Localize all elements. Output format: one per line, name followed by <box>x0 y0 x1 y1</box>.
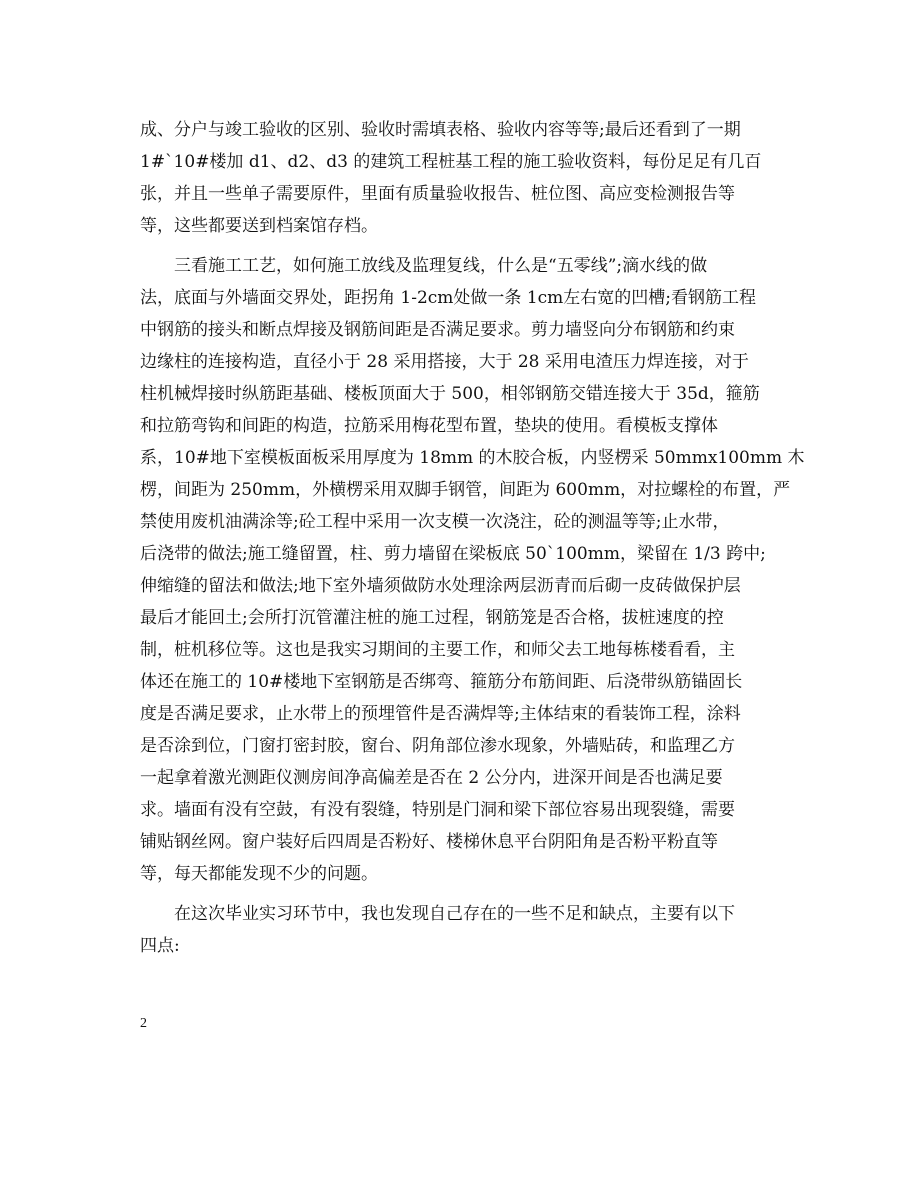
text-line: 中钢筋的接头和断点焊接及钢筋间距是否满足要求。剪力墙竖向分布钢筋和约束 <box>140 320 735 340</box>
text-line: 1#`10#楼加 d1、d2、d3 的建筑工程桩基工程的施工验收资料，每份足足有几百 <box>140 152 762 172</box>
text-line: 等，每天都能发现不少的问题。 <box>140 864 378 884</box>
text-line: 三看施工工艺，如何施工放线及监理复线，什么是“五零线”;滴水线的做 <box>174 256 708 276</box>
text-line: 度是否满足要求，止水带上的预埋管件是否满焊等;主体结束的看装饰工程，涂料 <box>140 704 741 724</box>
text-line: 张，并且一些单子需要原件，里面有质量验收报告、桩位图、高应变检测报告等 <box>140 184 735 204</box>
document-body <box>140 114 805 970</box>
text-line: 是否涂到位，门窗打密封胶，窗台、阴角部位渗水现象，外墙贴砖，和监理乙方 <box>140 736 735 756</box>
text-line: 系，10#地下室模板面板采用厚度为 18mm 的木胶合板，内竖楞采 50mmx100mm 木 <box>140 448 805 468</box>
text-line: 等，这些都要送到档案馆存档。 <box>140 216 378 236</box>
text-line: 法，底面与外墙面交界处，距拐角 1-2cm处做一条 1cm左右宽的凹槽;看钢筋工程 <box>140 288 757 308</box>
text-line: 求。墙面有没有空鼓，有没有裂缝，特别是门洞和梁下部位容易出现裂缝，需要 <box>140 800 735 820</box>
text-line: 禁使用废机油满涂等;砼工程中采用一次支模一次浇注，砼的测温等等;止水带， <box>140 512 730 532</box>
text-line: 体还在施工的 10#楼地下室钢筋是否绑弯、箍筋分布筋间距、后浇带纵筋锚固长 <box>140 672 743 692</box>
text-line: 后浇带的做法;施工缝留置，柱、剪力墙留在梁板底 50`100mm，梁留在 1/3 跨中; <box>140 544 766 564</box>
text-line: 四点: <box>140 936 180 956</box>
text-line: 在这次毕业实习环节中，我也发现自己存在的一些不足和缺点，主要有以下 <box>174 904 735 924</box>
paragraph-3 <box>140 898 780 962</box>
text-line: 和拉筋弯钩和间距的构造，拉筋采用梅花型布置，垫块的使用。看模板支撑体 <box>140 416 718 436</box>
text-line: 柱机械焊接时纵筋距基础、楼板顶面大于 500，相邻钢筋交错连接大于 35d，箍筋 <box>140 384 760 404</box>
text-line: 最后才能回土;会所打沉管灌注桩的施工过程，钢筋笼是否合格，拔桩速度的控 <box>140 608 724 628</box>
page-number: 2 <box>140 1016 147 1031</box>
text-line: 边缘柱的连接构造，直径小于 28 采用搭接，大于 28 采用电渣压力焊连接，对于 <box>140 352 749 372</box>
text-line: 铺贴钢丝网。窗户装好后四周是否粉好、楼梯休息平台阴阳角是否粉平粉直等 <box>140 832 718 852</box>
text-line: 伸缩缝的留法和做法;地下室外墙须做防水处理涂两层沥青而后砌一皮砖做保护层 <box>140 576 741 596</box>
text-line: 制，桩机移位等。这也是我实习期间的主要工作，和师父去工地每栋楼看看，主 <box>140 640 735 660</box>
text-line: 一起拿着激光测距仪测房间净高偏差是否在 2 公分内，进深开间是否也满足要 <box>140 768 723 788</box>
paragraph-2 <box>140 250 805 890</box>
paragraph-1 <box>140 114 780 242</box>
text-line: 楞，间距为 250mm，外横楞采用双脚手钢管，间距为 600mm，对拉螺栓的布置，严 <box>140 480 791 500</box>
text-line: 成、分户与竣工验收的区别、验收时需填表格、验收内容等等;最后还看到了一期 <box>140 120 741 140</box>
